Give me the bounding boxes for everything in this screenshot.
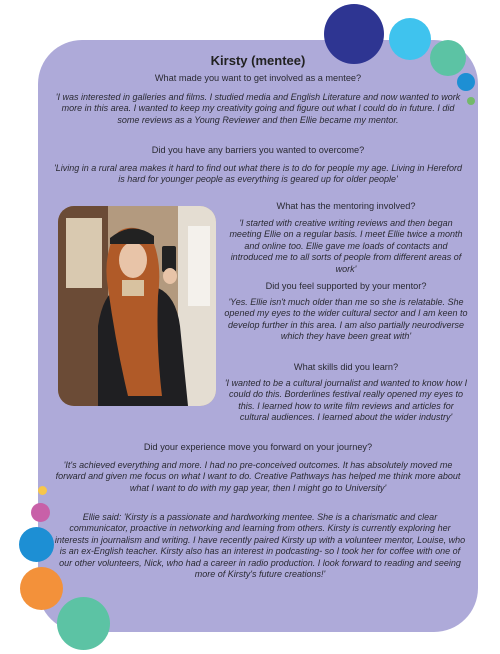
answer-2: 'Living in a rural area makes it hard to find out what there is to do for people my age. Living in Hereford is hard for younger people as everything is geared up for older people' [54,163,462,185]
question-6: Did your experience move you forward on your journey? [143,442,373,452]
page-title: Kirsty (mentee) [210,53,306,68]
question-5: What skills did you learn? [293,362,399,372]
green-dot-decoration [467,97,475,105]
photo-illustration [58,206,216,406]
mentee-selfie-photo [58,206,216,406]
teal-large-circle-decoration [57,597,110,650]
answer-4: 'Yes. Ellie isn't much older than me so she is relatable. She opened my eyes to the wider cultural sector and I am keen to develop further in this area. I am also partially neurodiverse which they have been great with' [224,297,468,342]
blue-circle-decoration [19,527,54,562]
question-3: What has the mentoring involved? [276,201,416,211]
mentor-quote: Ellie said: 'Kirsty is a passionate and hardworking mentee. She is a charismatic and clear communicator, proactive in networking and learning from others. Kirsty is currently exploring her interests in journalism and writing. I have recently paired Kirsty up with a volunteer mentor, Louise, who is an ex-English teacher. Kirsty also has an interest in podcasting- so I took her for coffee with one of our other volunteers, Nick, who had a career in radio production. I look forward to reading and seeing more of Kirsty's future creations!' [54,512,466,580]
question-4: Did you feel supported by your mentor? [265,281,427,291]
answer-3: 'I started with creative writing reviews and then began meeting Ellie on a regular basis. I meet Ellie twice a month and online too. Ellie gave me loads of contacts and introduced me to all sorts of people from different areas of work' [229,218,463,274]
answer-6: 'It's achieved everything and more. I had no pre-conceived outcomes. It has absolutely moved me forward and given me focus on what I want to do. Creative Pathways has helped me think more about what I want to do with my gap year, then I might go to University' [55,460,461,493]
question-2: Did you have any barriers you wanted to overcome? [151,145,365,155]
yellow-dot-decoration [38,486,47,495]
question-1: What made you want to get involved as a mentee? [154,73,362,83]
answer-5: 'I wanted to be a cultural journalist and wanted to know how I could do this. Borderlines festival really opened my eyes to this. I learned how to write film reviews and articles for cultural audiences. I learned about the wider industry' [224,378,468,423]
pink-circle-decoration [31,503,50,522]
answer-1: 'I was interested in galleries and films. I studied media and English Literature and now wanted to work more in this area. I wanted to keep my creativity going and figure out what I could do in future. I did some reviews as a Young Reviewer and then Ellie became my mentor. [55,92,461,125]
